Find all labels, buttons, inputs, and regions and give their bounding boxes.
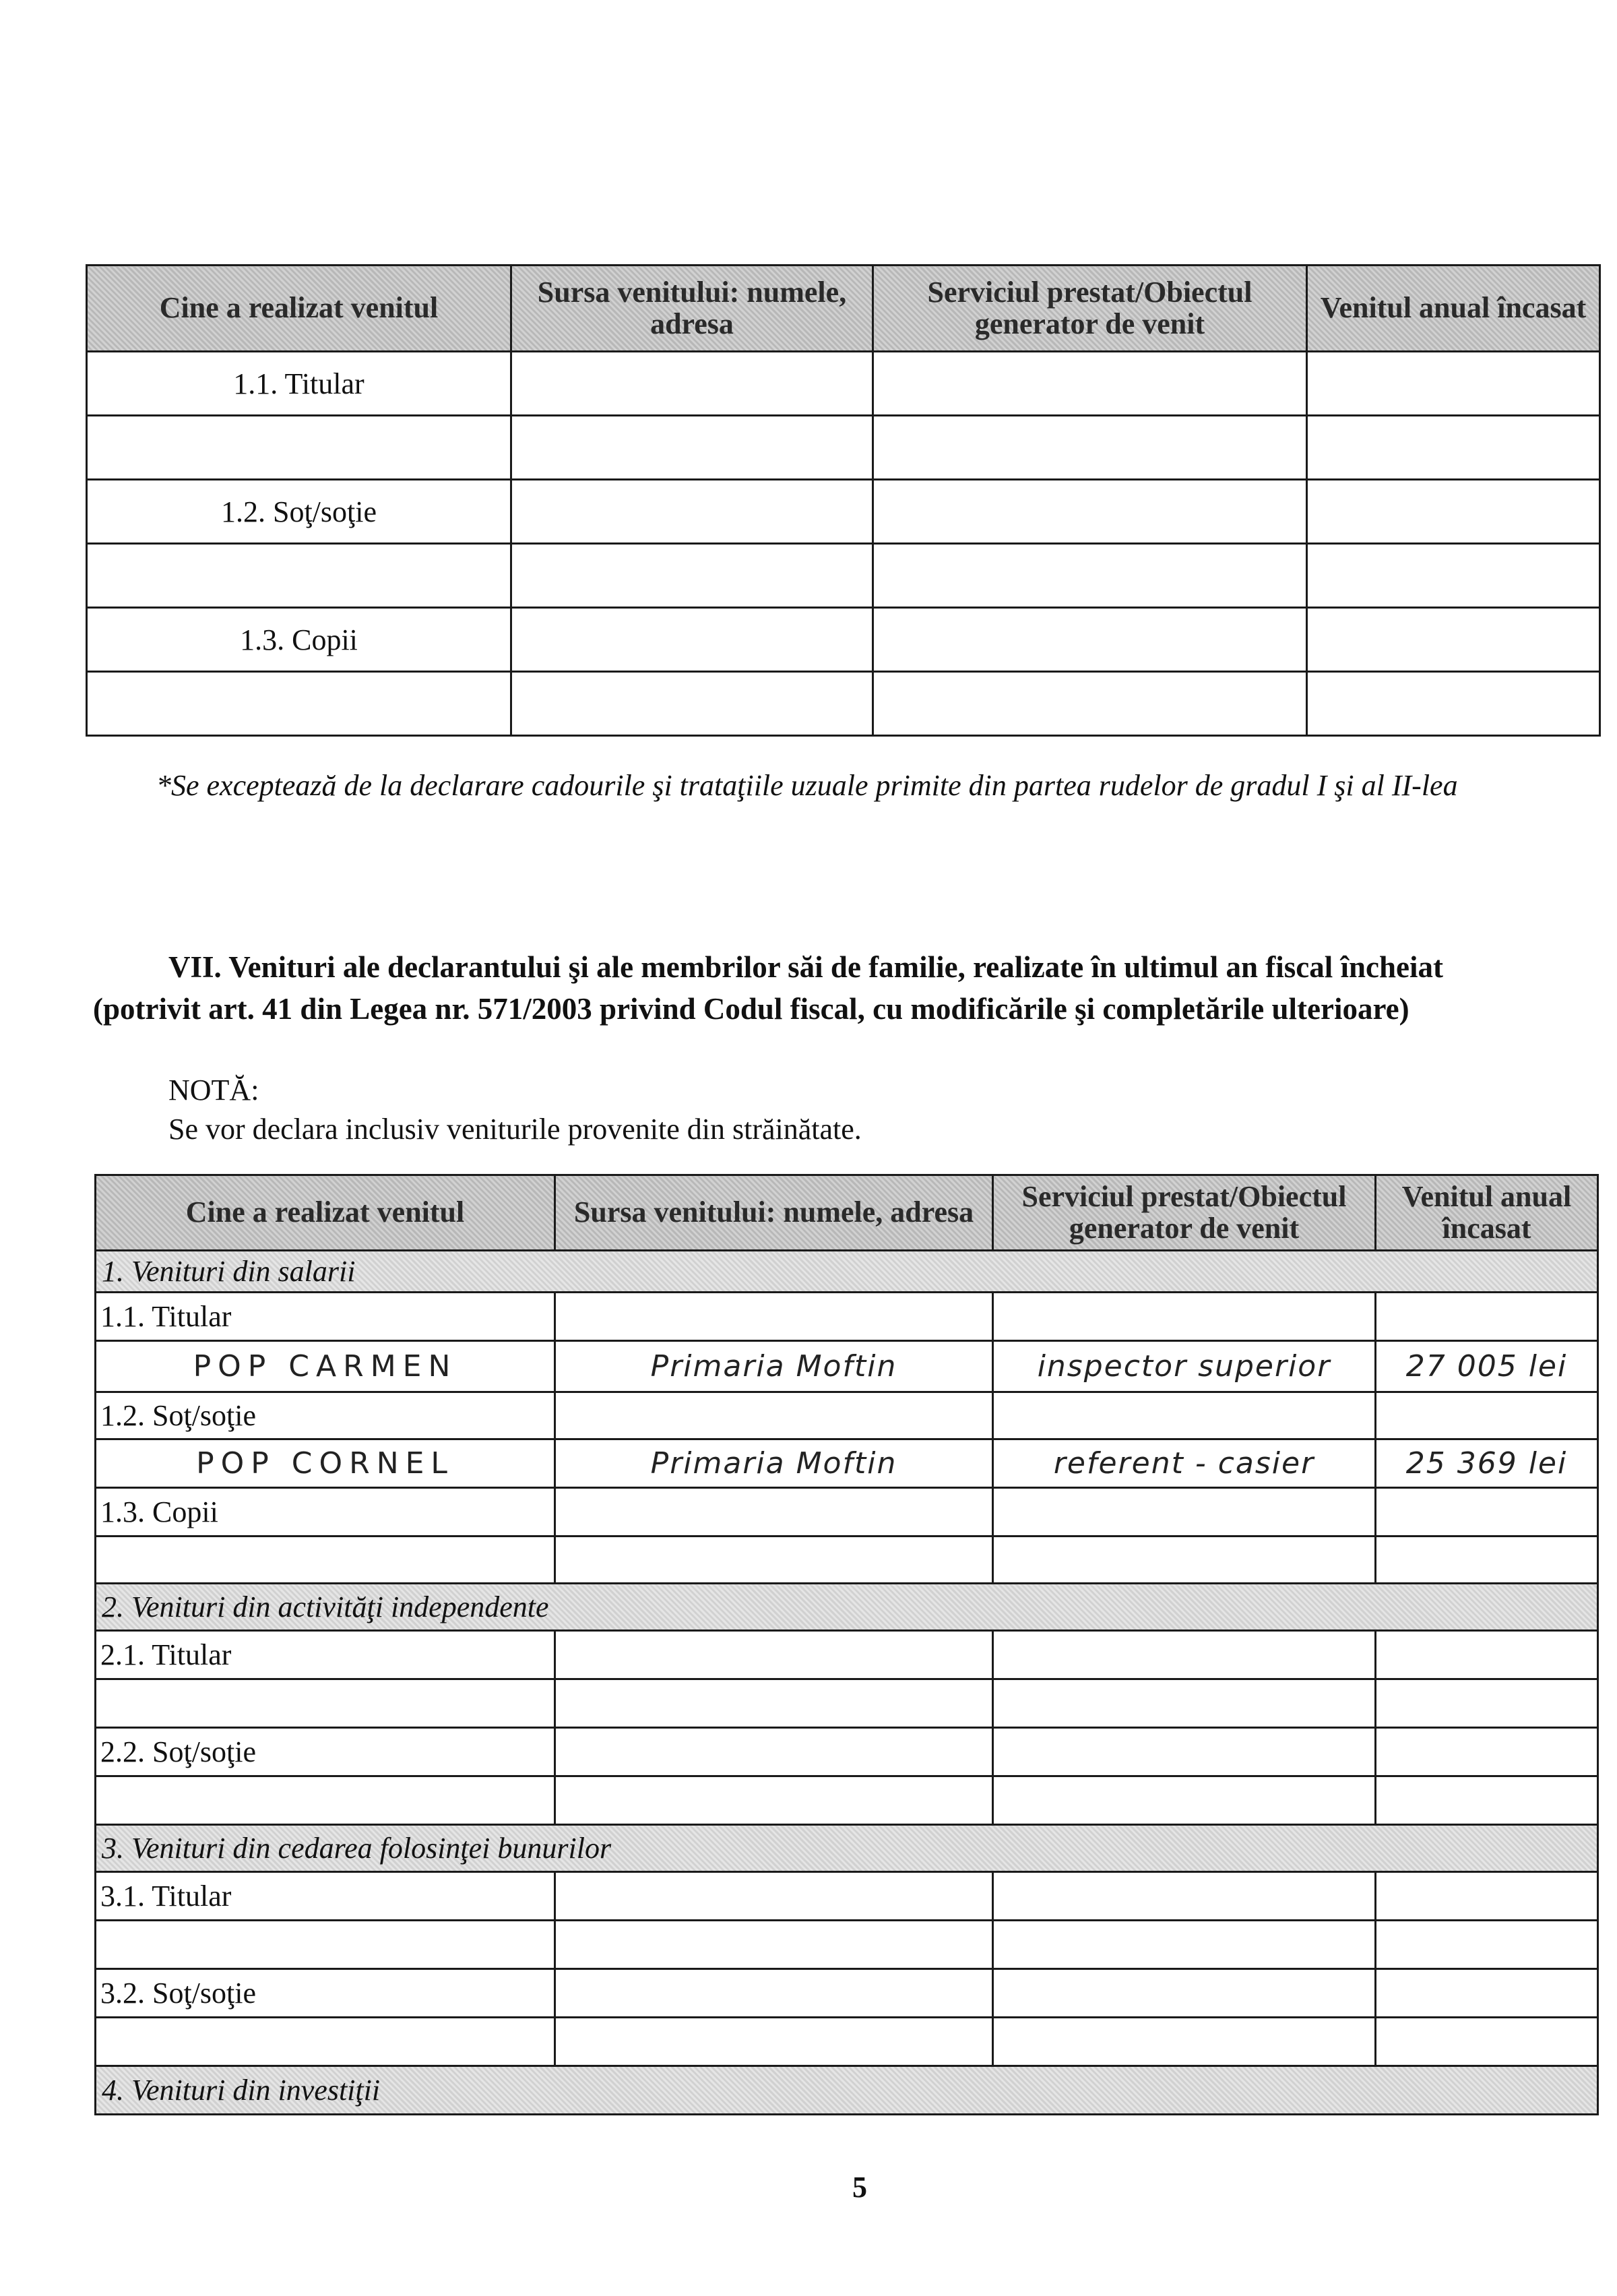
income-table-1 <box>86 264 1601 737</box>
cell <box>1376 1392 1598 1439</box>
t2-header-service: Serviciul prestat/Obiectul generator de venit <box>993 1175 1376 1251</box>
cell <box>993 1488 1376 1537</box>
cell <box>1376 1293 1598 1341</box>
cell <box>993 1679 1376 1728</box>
t1-row-label: 1.2. Soţ/soţie <box>87 480 511 544</box>
t1-cell <box>511 480 873 544</box>
cell <box>993 1728 1376 1776</box>
cell <box>1376 1488 1598 1537</box>
t1-cell <box>511 416 873 480</box>
row-label <box>96 2018 555 2066</box>
t1-cell <box>873 544 1307 608</box>
section-title-assets: 3. Venituri din cedarea folosinţei bunurilor <box>96 1825 1598 1872</box>
cell <box>993 2018 1376 2066</box>
t1-cell <box>1307 544 1600 608</box>
cell <box>555 1293 993 1341</box>
t1-row-label <box>87 416 511 480</box>
t1-cell <box>873 352 1307 416</box>
t1-row-label: 1.1. Titular <box>87 352 511 416</box>
cell <box>1376 1969 1598 2018</box>
cell <box>555 1969 993 2018</box>
t1-cell <box>1307 608 1600 672</box>
t1-row-label <box>87 672 511 736</box>
page-number: 5 <box>852 2171 867 2204</box>
t1-row-label <box>87 544 511 608</box>
t1-cell <box>873 672 1307 736</box>
t1-header-service: Serviciul prestat/Obiectul generator de venit <box>873 266 1307 352</box>
cell <box>555 1728 993 1776</box>
section-title-independent: 2. Venituri din activităţi independente <box>96 1584 1598 1631</box>
nota-text: Se vor declara inclusiv veniturile provenite din străinătate. <box>168 1113 862 1146</box>
cell <box>993 1293 1376 1341</box>
section-title-salaries: 1. Venituri din salarii <box>96 1251 1598 1293</box>
handwritten-name-titular: POP CARMEN <box>96 1341 555 1392</box>
section-title-investments: 4. Venituri din investiţii <box>96 2066 1598 2115</box>
row-label: 2.1. Titular <box>96 1631 555 1679</box>
t1-cell <box>1307 352 1600 416</box>
row-label: 3.2. Soţ/soţie <box>96 1969 555 2018</box>
income-table-2 <box>94 1174 1599 2115</box>
t1-cell <box>511 672 873 736</box>
handwritten-service-titular: inspector superior <box>993 1341 1376 1392</box>
handwritten-amount-spouse: 25 369 lei <box>1376 1439 1598 1488</box>
cell <box>555 1537 993 1584</box>
cell <box>555 1679 993 1728</box>
cell <box>993 1872 1376 1921</box>
t1-row-label: 1.3. Copii <box>87 608 511 672</box>
nota-label: NOTĂ: <box>168 1074 259 1107</box>
t1-cell <box>873 608 1307 672</box>
cell <box>993 1631 1376 1679</box>
row-label <box>96 1537 555 1584</box>
footnote: *Se exceptează de la declarare cadourile şi trataţiile uzuale primite din partea rudelor de gradul I şi al II-lea <box>156 769 1458 802</box>
cell <box>555 1392 993 1439</box>
cell <box>993 1392 1376 1439</box>
handwritten-source-titular: Primaria Moftin <box>555 1341 993 1392</box>
row-label <box>96 1679 555 1728</box>
cell <box>1376 2018 1598 2066</box>
row-label: 1.3. Copii <box>96 1488 555 1537</box>
cell <box>993 1776 1376 1825</box>
t1-cell <box>1307 416 1600 480</box>
cell <box>1376 1537 1598 1584</box>
t1-header-who: Cine a realizat venitul <box>87 266 511 352</box>
cell <box>555 1488 993 1537</box>
row-label <box>96 1776 555 1825</box>
cell <box>1376 1776 1598 1825</box>
t1-header-amount: Venitul anual încasat <box>1307 266 1600 352</box>
cell <box>993 1969 1376 2018</box>
t1-cell <box>873 416 1307 480</box>
t2-header-who: Cine a realizat venitul <box>96 1175 555 1251</box>
t1-cell <box>1307 672 1600 736</box>
row-label: 3.1. Titular <box>96 1872 555 1921</box>
section7-title-line1: VII. Venituri ale declarantului şi ale membrilor săi de familie, realizate în ultimul an fiscal încheiat <box>168 950 1443 984</box>
t1-header-source: Sursa venitului: numele, adresa <box>511 266 873 352</box>
cell <box>555 1921 993 1969</box>
t2-header-amount: Venitul anual încasat <box>1376 1175 1598 1251</box>
row-label: 2.2. Soţ/soţie <box>96 1728 555 1776</box>
cell <box>1376 1631 1598 1679</box>
cell <box>555 1776 993 1825</box>
row-label: 1.2. Soţ/soţie <box>96 1392 555 1439</box>
handwritten-name-spouse: POP CORNEL <box>96 1439 555 1488</box>
cell <box>555 1631 993 1679</box>
t1-cell <box>873 480 1307 544</box>
cell <box>1376 1679 1598 1728</box>
t1-cell <box>511 544 873 608</box>
t2-header-source: Sursa venitului: numele, adresa <box>555 1175 993 1251</box>
t1-cell <box>1307 480 1600 544</box>
cell <box>1376 1921 1598 1969</box>
row-label: 1.1. Titular <box>96 1293 555 1341</box>
handwritten-service-spouse: referent - casier <box>993 1439 1376 1488</box>
t1-cell <box>511 352 873 416</box>
handwritten-source-spouse: Primaria Moftin <box>555 1439 993 1488</box>
cell <box>1376 1728 1598 1776</box>
cell <box>555 2018 993 2066</box>
cell <box>993 1921 1376 1969</box>
cell <box>555 1872 993 1921</box>
section7-title-line2: (potrivit art. 41 din Legea nr. 571/2003 privind Codul fiscal, cu modificările şi completările ulterioare) <box>93 992 1409 1026</box>
cell <box>1376 1872 1598 1921</box>
handwritten-amount-titular: 27 005 lei <box>1376 1341 1598 1392</box>
cell <box>993 1537 1376 1584</box>
row-label <box>96 1921 555 1969</box>
t1-cell <box>511 608 873 672</box>
